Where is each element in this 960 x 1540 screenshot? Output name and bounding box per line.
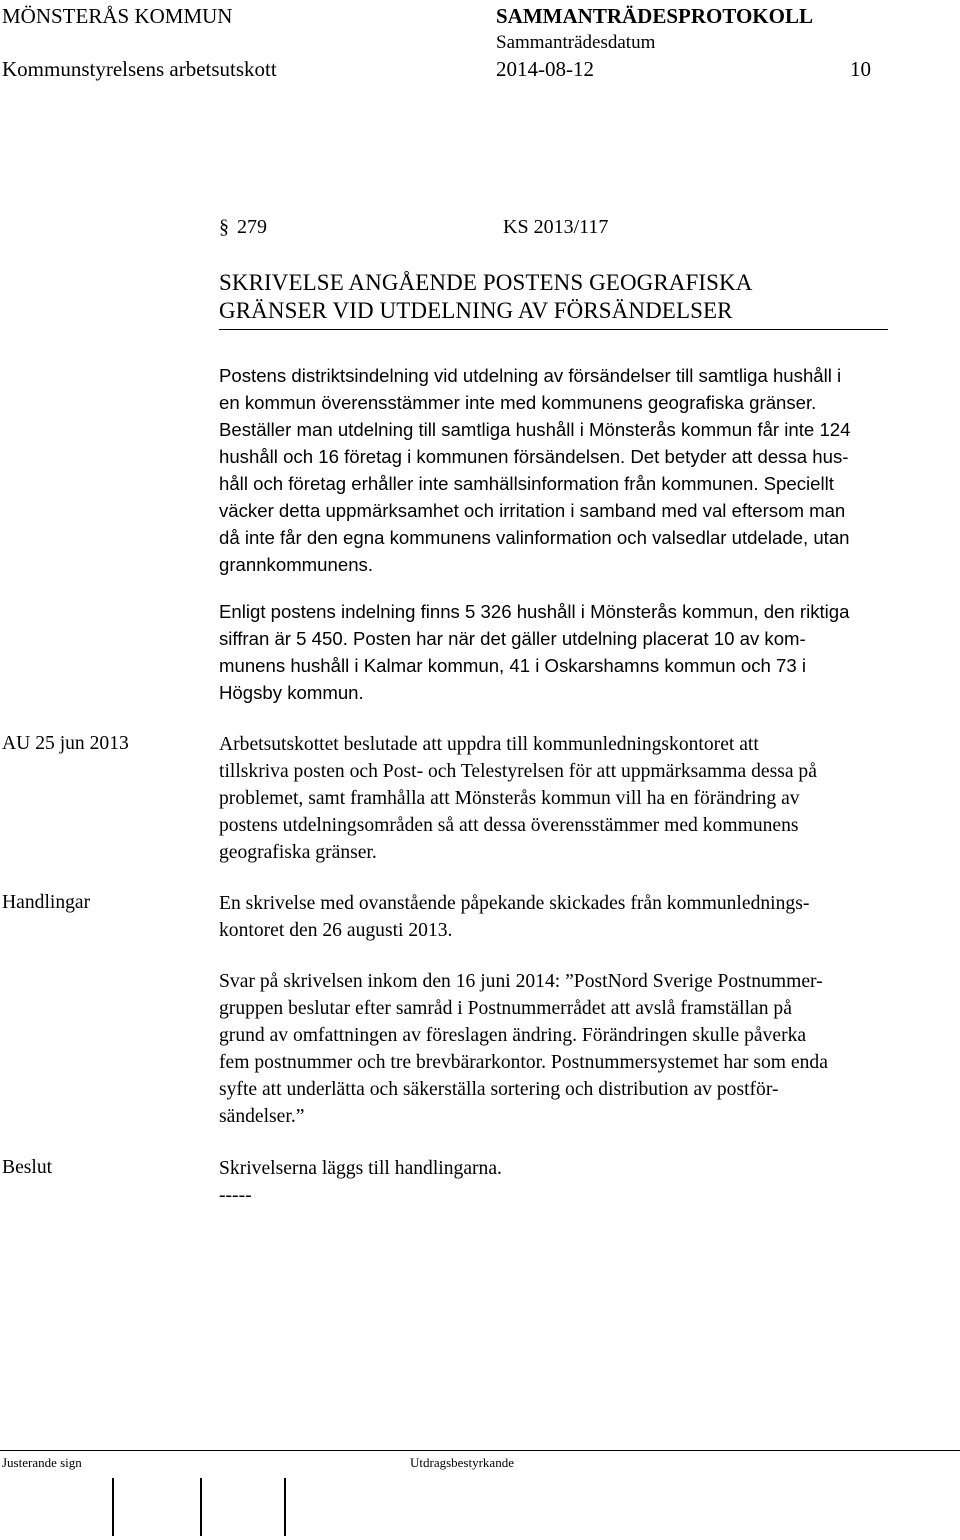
svar-paragraph [219, 968, 949, 1130]
header-org: MÖNSTERÅS KOMMUN [2, 4, 233, 28]
section-title-line-2: GRÄNSER VID UTDELNING AV FÖRSÄNDELSER [219, 298, 733, 323]
text-line: grund av omfattningen av föreslagen ändring. Förändringen skulle påverka [219, 1025, 807, 1046]
case-id: KS 2013/117 [503, 216, 609, 238]
handlingar-paragraph [219, 890, 949, 944]
text-line: En skrivelse med ovanstående påpekande skickades från kommunlednings- [219, 893, 810, 914]
text-line: Svar på skrivelsen inkom den 16 juni 2014: ”PostNord Sverige Postnummer- [219, 971, 823, 992]
text-line: geografiska gränser. [219, 842, 377, 863]
text-line: Postens distriktsindelning vid utdelning av försändelser till samtliga hushåll i [219, 365, 842, 386]
text-line: munens hushåll i Kalmar kommun, 41 i Oskarshamns kommun och 73 i [219, 655, 806, 676]
end-marker: ----- [219, 1185, 252, 1206]
text-line: Enligt postens indelning finns 5 326 hushåll i Mönsterås kommun, den riktiga [219, 601, 850, 622]
au-label: AU 25 jun 2013 [2, 733, 129, 754]
text-line: hushåll och 16 företag i kommunen försändelsen. Det betyder att dessa hus- [219, 446, 849, 467]
text-line: sändelser.” [219, 1106, 305, 1127]
section-number: 279 [237, 216, 267, 238]
header-page-number: 10 [850, 57, 871, 81]
text-line: Arbetsutskottet beslutade att uppdra till kommunledningskontoret att [219, 734, 759, 755]
section-title-line-1: SKRIVELSE ANGÅENDE POSTENS GEOGRAFISKA [219, 270, 753, 295]
footer-utdragsbestyrkande: Utdragsbestyrkande [410, 1455, 514, 1470]
footer-justerande-sign: Justerande sign [2, 1455, 82, 1470]
text-line: siffran är 5 450. Posten har när det gäller utdelning placerat 10 av kom- [219, 628, 806, 649]
text-line: Högsby kommun. [219, 682, 364, 703]
title-underline [219, 329, 888, 330]
signature-box-divider [200, 1478, 202, 1536]
au-paragraph [219, 731, 949, 866]
text-line: problemet, samt framhålla att Mönsterås kommun vill ha en förändring av [219, 788, 800, 809]
header-doc-type: SAMMANTRÄDESPROTOKOLL [496, 4, 813, 28]
beslut-paragraph [219, 1155, 949, 1209]
text-line: grannkommunens. [219, 554, 373, 575]
footer-rule [0, 1450, 960, 1451]
text-line: kontoret den 26 augusti 2013. [219, 920, 453, 941]
beslut-text: Skrivelserna läggs till handlingarna. [219, 1158, 502, 1179]
beslut-label: Beslut [2, 1157, 53, 1178]
signature-box-divider [284, 1478, 286, 1536]
text-line: postens utdelningsområden så att dessa överensstämmer med kommunens [219, 815, 799, 836]
text-line: tillskriva posten och Post- och Telestyrelsen för att uppmärksamma dessa på [219, 761, 817, 782]
paragraph-1 [219, 362, 949, 578]
section-symbol: § [219, 216, 229, 238]
text-line: då inte får den egna kommunens valinformation och valsedlar utdelade, utan [219, 527, 850, 548]
signature-box-divider [112, 1478, 114, 1536]
header-committee: Kommunstyrelsens arbetsutskott [2, 57, 277, 81]
text-line: väcker detta uppmärksamhet och irritation i samband med val eftersom man [219, 500, 846, 521]
text-line: en kommun överensstämmer inte med kommunens geografiska gränser. [219, 392, 817, 413]
text-line: håll och företag erhåller inte samhällsinformation från kommunen. Speciellt [219, 473, 834, 494]
header-date: 2014-08-12 [496, 57, 594, 81]
text-line: gruppen beslutar efter samråd i Postnummerrådet att avslå framställan på [219, 998, 792, 1019]
paragraph-2 [219, 598, 949, 706]
handlingar-label: Handlingar [2, 892, 91, 913]
text-line: syfte att underlätta och säkerställa sortering och distribution av postför- [219, 1079, 779, 1100]
header-meeting-date-label: Sammanträdesdatum [496, 32, 656, 53]
text-line: Beställer man utdelning till samtliga hushåll i Mönsterås kommun får inte 124 [219, 419, 851, 440]
text-line: fem postnummer och tre brevbärarkontor. Postnummersystemet har som enda [219, 1052, 828, 1073]
